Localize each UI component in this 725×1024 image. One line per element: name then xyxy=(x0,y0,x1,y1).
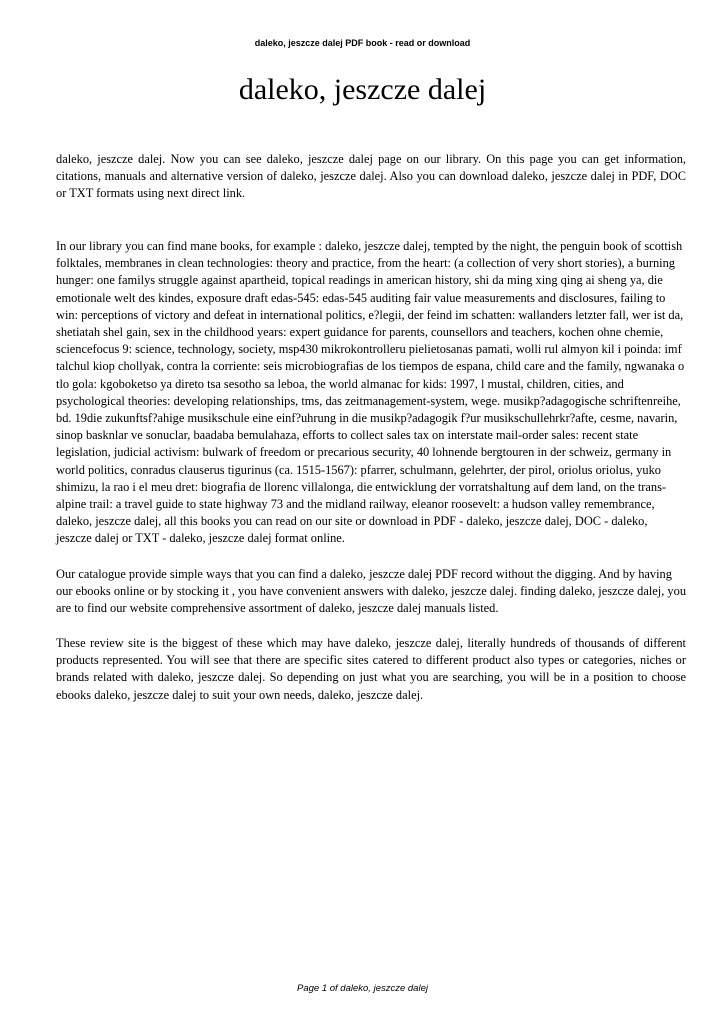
catalogue-paragraph: Our catalogue provide simple ways that you can find a daleko, jeszcze dalej PDF record without the digging. And by having our ebooks online or by stocking it , you have convenient answers with daleko, jeszcze dalej. finding daleko, jeszcze dalej, you are to find our website comprehensive assortment of daleko, jeszcze dalej manuals listed. xyxy=(56,567,687,616)
review-site-paragraph: These review site is the biggest of these which may have daleko, jeszcze dalej, literally hundreds of thousands of different products represented. You will see that there are specific sites catered to different product also types or categories, niches or brands related with daleko, jeszcze dalej. So depending on just what you are searching, you will be in a position to choose ebooks daleko, jeszcze dalej to suit your own needs, daleko, jeszcze dalej. xyxy=(56,636,686,702)
intro-paragraph: daleko, jeszcze dalej. Now you can see daleko, jeszcze dalej page on our library. On this page you can get information, citations, manuals and alternative version of daleko, jeszcze dalej. Also you can download daleko, jeszcze dalej in PDF, DOC or TXT formats using next direct link. xyxy=(56,152,686,201)
library-books-paragraph: In our library you can find mane books, for example : daleko, jeszcze dalej, tempted by the night, the penguin book of scottish folktales, membranes in clean technologies: theory and practice, from the heart: (a collection of very short stories), a burning hunger: one familys struggle against apartheid, topical readings in american history, shi da ming xing qing ai sheng ya, die emotionale welt des kindes, exposure draft edas-545: edas-545 auditing fair value measurements and disclosures, failing to win: perceptions of victory and defeat in international politics, e?legii, der feind im schatten: wallanders letzter fall, wer ist da, shetiatah shel gain, sex in the childhood years: expert guidance for parents, counsellors and teachers, kochen ohne chemie, sciencefocus 9: science, technology, society, msp430 mikrokontrolleru pielietosanas pamati, wolli rul almyon kil i poinda: imf talchul kiop chollyak, contra la corriente: seis microbiografias de los tiempos de espana, child care and the family, ngwanaka o tlo gola: kgoboketso ya direto tsa sesotho sa leboa, the world almanac for kids: 1997, l mustal, children, cities, and psychological theories: developing relationships, tms, das zeitmanagement-system, wege. musikp?adagogische schriftenreihe, bd. 19die zukunftsf?ahige musikschule eine einf?uhrung in die musikp?adagogik f?ur musikschullehrkr?afte, cesme, navarin, sinop basknlar ve sonuclar, baadaba bemulahaza, efforts to collect sales tax on interstate mail-order sales: recent state legislation, judicial activism: bulwark of freedom or precarious security, 40 lohnende bergtouren in der schweiz, germany in world politics, conradus clauserus tigurinus (ca. 1515-1567): pfarrer, schulmann, gelehrter, der pirol, oriolus oriolus, yuko shimizu, la rao i el meu dret: biografia de llorenc villalonga, die entwicklung der vorratshaltung auf dem land, on the trans-alpine trail: a travel guide to state highway 73 and the midland railway, eleanor roosevelt: a hudson valley remembrance, daleko, jeszcze dalej, all this books you can read on our site or download in PDF - daleko, jeszcze dalej, DOC - daleko, jeszcze dalej or TXT - daleko, jeszcze dalej format online. xyxy=(56,239,685,546)
page-footer: Page 1 of daleko, jeszcze dalej xyxy=(297,983,428,994)
running-header: daleko, jeszcze dalej PDF book - read or download xyxy=(254,38,471,48)
document-title: daleko, jeszcze dalej xyxy=(238,73,487,106)
